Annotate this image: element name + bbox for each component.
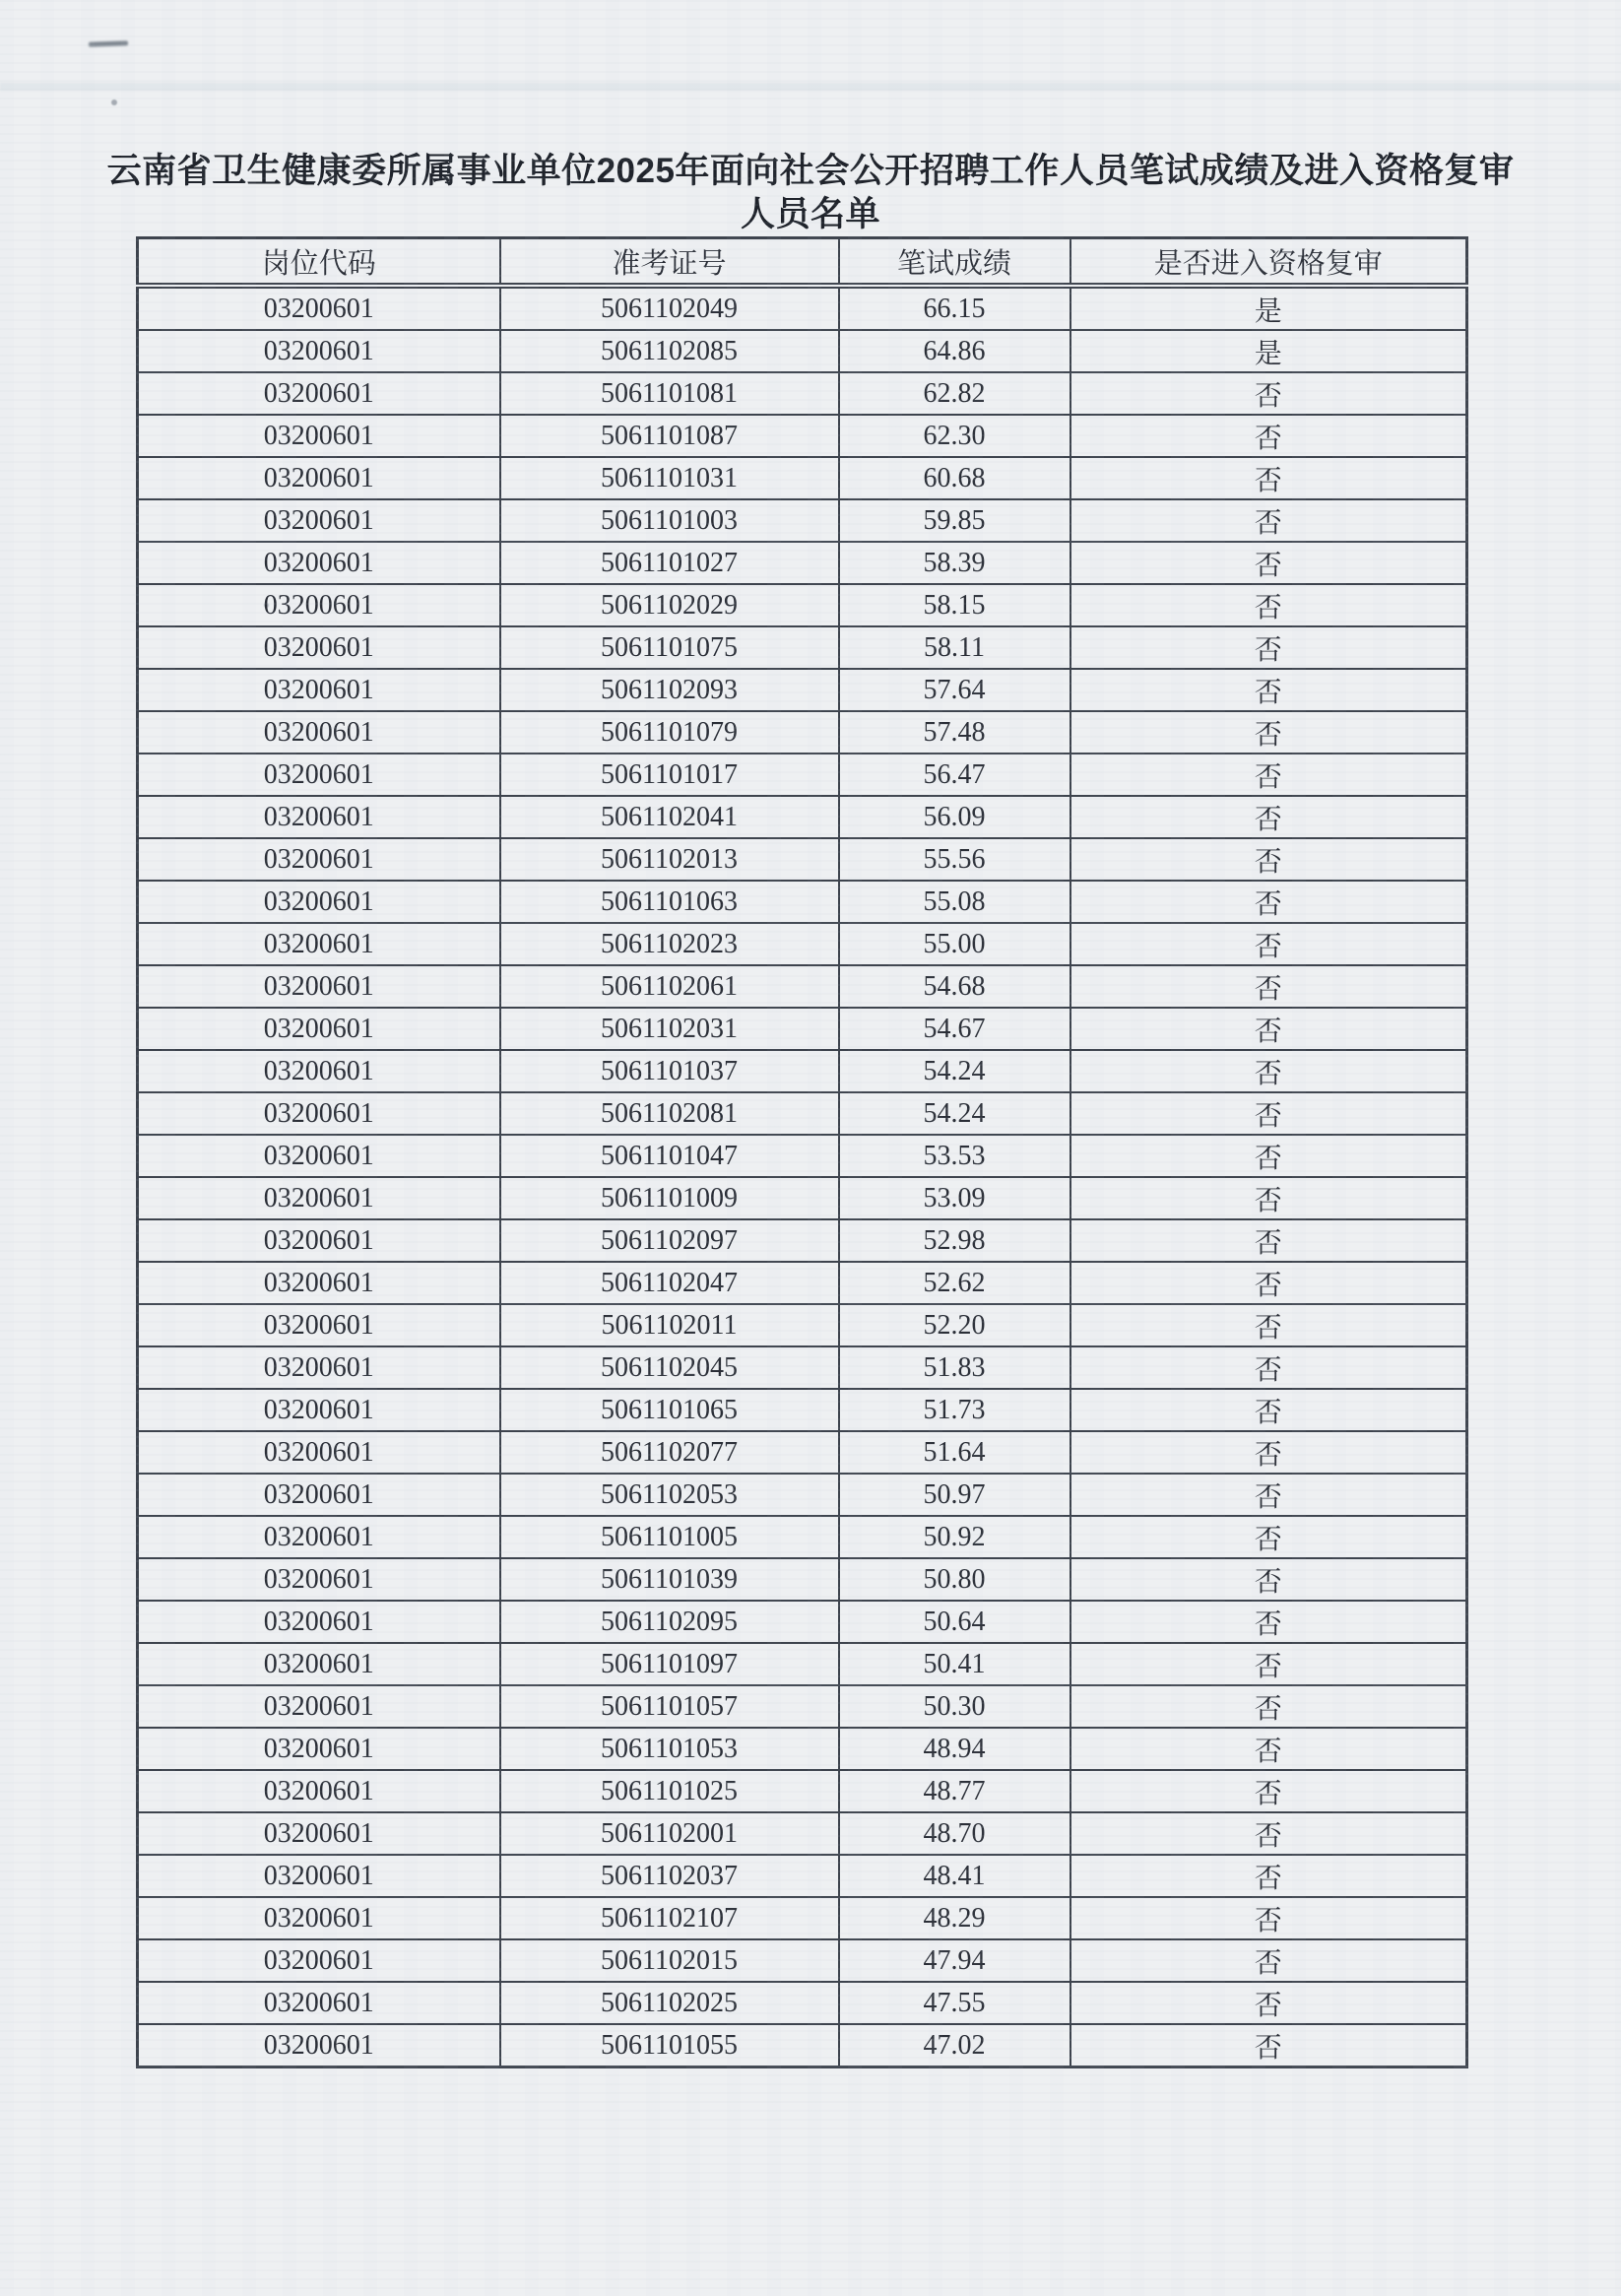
column-header-review-status: 是否进入资格复审 bbox=[1070, 238, 1467, 287]
score-cell: 58.39 bbox=[839, 542, 1070, 584]
score-cell: 47.02 bbox=[839, 2024, 1070, 2067]
table-row bbox=[138, 1770, 1467, 1812]
score-cell: 54.24 bbox=[839, 1092, 1070, 1135]
position-code-cell: 03200601 bbox=[138, 754, 500, 796]
score-cell: 51.73 bbox=[839, 1389, 1070, 1431]
score-cell: 57.48 bbox=[839, 711, 1070, 754]
ticket-number-cell: 5061102047 bbox=[500, 1262, 839, 1304]
review-status-cell: 否 bbox=[1070, 1728, 1467, 1770]
table-row bbox=[138, 1601, 1467, 1643]
position-code-cell: 03200601 bbox=[138, 457, 500, 499]
position-code-cell: 03200601 bbox=[138, 1304, 500, 1346]
position-code-cell: 03200601 bbox=[138, 1262, 500, 1304]
table-row bbox=[138, 626, 1467, 669]
position-code-cell: 03200601 bbox=[138, 542, 500, 584]
table-row bbox=[138, 372, 1467, 415]
position-code-cell: 03200601 bbox=[138, 838, 500, 881]
position-code-cell: 03200601 bbox=[138, 711, 500, 754]
review-status-cell: 否 bbox=[1070, 1262, 1467, 1304]
table-row bbox=[138, 1558, 1467, 1601]
column-header-written-score: 笔试成绩 bbox=[839, 238, 1070, 287]
ticket-number-cell: 5061101047 bbox=[500, 1135, 839, 1177]
table-row bbox=[138, 1346, 1467, 1389]
score-cell: 50.80 bbox=[839, 1558, 1070, 1601]
score-cell: 56.09 bbox=[839, 796, 1070, 838]
review-status-cell: 否 bbox=[1070, 1855, 1467, 1897]
review-status-cell: 否 bbox=[1070, 1516, 1467, 1558]
score-cell: 54.67 bbox=[839, 1008, 1070, 1050]
ticket-number-cell: 5061101017 bbox=[500, 754, 839, 796]
table-row bbox=[138, 1897, 1467, 1939]
review-status-cell: 否 bbox=[1070, 1939, 1467, 1982]
ticket-number-cell: 5061102095 bbox=[500, 1601, 839, 1643]
review-status-cell: 否 bbox=[1070, 1812, 1467, 1855]
ticket-number-cell: 5061101031 bbox=[500, 457, 839, 499]
score-cell: 50.64 bbox=[839, 1601, 1070, 1643]
score-cell: 50.97 bbox=[839, 1474, 1070, 1516]
ticket-number-cell: 5061101087 bbox=[500, 415, 839, 457]
table-row bbox=[138, 669, 1467, 711]
review-status-cell: 否 bbox=[1070, 415, 1467, 457]
position-code-cell: 03200601 bbox=[138, 499, 500, 542]
table-row bbox=[138, 1474, 1467, 1516]
review-status-cell: 否 bbox=[1070, 1092, 1467, 1135]
review-status-cell: 否 bbox=[1070, 1219, 1467, 1262]
score-cell: 50.41 bbox=[839, 1643, 1070, 1685]
score-cell: 55.08 bbox=[839, 881, 1070, 923]
ticket-number-cell: 5061101037 bbox=[500, 1050, 839, 1092]
table-row bbox=[138, 1643, 1467, 1685]
position-code-cell: 03200601 bbox=[138, 1982, 500, 2024]
review-status-cell: 否 bbox=[1070, 1304, 1467, 1346]
ticket-number-cell: 5061102037 bbox=[500, 1855, 839, 1897]
score-cell: 62.30 bbox=[839, 415, 1070, 457]
table-row bbox=[138, 923, 1467, 965]
position-code-cell: 03200601 bbox=[138, 965, 500, 1008]
review-status-cell: 否 bbox=[1070, 838, 1467, 881]
table-row bbox=[138, 457, 1467, 499]
score-cell: 56.47 bbox=[839, 754, 1070, 796]
score-cell: 51.64 bbox=[839, 1431, 1070, 1474]
position-code-cell: 03200601 bbox=[138, 626, 500, 669]
ticket-number-cell: 5061101075 bbox=[500, 626, 839, 669]
review-status-cell: 否 bbox=[1070, 796, 1467, 838]
ticket-number-cell: 5061101053 bbox=[500, 1728, 839, 1770]
score-cell: 48.70 bbox=[839, 1812, 1070, 1855]
header-row bbox=[138, 238, 1467, 287]
ticket-number-cell: 5061101005 bbox=[500, 1516, 839, 1558]
position-code-cell: 03200601 bbox=[138, 1092, 500, 1135]
ticket-number-cell: 5061102013 bbox=[500, 838, 839, 881]
ticket-number-cell: 5061102049 bbox=[500, 286, 839, 330]
position-code-cell: 03200601 bbox=[138, 1643, 500, 1685]
page-title-line2: 人员名单 bbox=[740, 195, 880, 233]
score-cell: 48.94 bbox=[839, 1728, 1070, 1770]
review-status-cell: 否 bbox=[1070, 1135, 1467, 1177]
score-cell: 52.20 bbox=[839, 1304, 1070, 1346]
table-row bbox=[138, 1092, 1467, 1135]
position-code-cell: 03200601 bbox=[138, 1939, 500, 1982]
position-code-cell: 03200601 bbox=[138, 372, 500, 415]
review-status-cell: 否 bbox=[1070, 1770, 1467, 1812]
review-status-cell: 否 bbox=[1070, 923, 1467, 965]
ticket-number-cell: 5061102011 bbox=[500, 1304, 839, 1346]
review-status-cell: 否 bbox=[1070, 965, 1467, 1008]
score-cell: 60.68 bbox=[839, 457, 1070, 499]
scan-artifact-dash bbox=[89, 40, 128, 46]
position-code-cell: 03200601 bbox=[138, 1516, 500, 1558]
ticket-number-cell: 5061102085 bbox=[500, 330, 839, 372]
review-status-cell: 否 bbox=[1070, 1346, 1467, 1389]
position-code-cell: 03200601 bbox=[138, 1897, 500, 1939]
review-status-cell: 否 bbox=[1070, 499, 1467, 542]
position-code-cell: 03200601 bbox=[138, 1685, 500, 1728]
ticket-number-cell: 5061102053 bbox=[500, 1474, 839, 1516]
ticket-number-cell: 5061102097 bbox=[500, 1219, 839, 1262]
ticket-number-cell: 5061102029 bbox=[500, 584, 839, 626]
ticket-number-cell: 5061102093 bbox=[500, 669, 839, 711]
score-cell: 66.15 bbox=[839, 286, 1070, 330]
position-code-cell: 03200601 bbox=[138, 415, 500, 457]
score-cell: 64.86 bbox=[839, 330, 1070, 372]
score-cell: 62.82 bbox=[839, 372, 1070, 415]
score-cell: 50.30 bbox=[839, 1685, 1070, 1728]
position-code-cell: 03200601 bbox=[138, 1812, 500, 1855]
ticket-number-cell: 5061102025 bbox=[500, 1982, 839, 2024]
ticket-number-cell: 5061101055 bbox=[500, 2024, 839, 2067]
position-code-cell: 03200601 bbox=[138, 1135, 500, 1177]
position-code-cell: 03200601 bbox=[138, 2024, 500, 2067]
table-row bbox=[138, 711, 1467, 754]
review-status-cell: 是 bbox=[1070, 286, 1467, 330]
table-row bbox=[138, 1262, 1467, 1304]
review-status-cell: 否 bbox=[1070, 584, 1467, 626]
ticket-number-cell: 5061101027 bbox=[500, 542, 839, 584]
review-status-cell: 否 bbox=[1070, 626, 1467, 669]
ticket-number-cell: 5061101039 bbox=[500, 1558, 839, 1601]
position-code-cell: 03200601 bbox=[138, 330, 500, 372]
ticket-number-cell: 5061101057 bbox=[500, 1685, 839, 1728]
ticket-number-cell: 5061101079 bbox=[500, 711, 839, 754]
ticket-number-cell: 5061101003 bbox=[500, 499, 839, 542]
position-code-cell: 03200601 bbox=[138, 796, 500, 838]
score-cell: 47.55 bbox=[839, 1982, 1070, 2024]
review-status-cell: 否 bbox=[1070, 2024, 1467, 2067]
position-code-cell: 03200601 bbox=[138, 1177, 500, 1219]
position-code-cell: 03200601 bbox=[138, 1346, 500, 1389]
score-cell: 59.85 bbox=[839, 499, 1070, 542]
review-status-cell: 否 bbox=[1070, 542, 1467, 584]
ticket-number-cell: 5061101063 bbox=[500, 881, 839, 923]
column-header-ticket-number: 准考证号 bbox=[500, 238, 839, 287]
position-code-cell: 03200601 bbox=[138, 669, 500, 711]
position-code-cell: 03200601 bbox=[138, 1008, 500, 1050]
review-status-cell: 否 bbox=[1070, 1177, 1467, 1219]
table-row bbox=[138, 1685, 1467, 1728]
review-status-cell: 否 bbox=[1070, 457, 1467, 499]
score-cell: 58.15 bbox=[839, 584, 1070, 626]
score-cell: 55.00 bbox=[839, 923, 1070, 965]
review-status-cell: 是 bbox=[1070, 330, 1467, 372]
table-row bbox=[138, 1304, 1467, 1346]
ticket-number-cell: 5061101025 bbox=[500, 1770, 839, 1812]
score-cell: 48.29 bbox=[839, 1897, 1070, 1939]
table-row bbox=[138, 965, 1467, 1008]
score-cell: 54.68 bbox=[839, 965, 1070, 1008]
score-cell: 52.98 bbox=[839, 1219, 1070, 1262]
review-status-cell: 否 bbox=[1070, 1897, 1467, 1939]
table-row bbox=[138, 499, 1467, 542]
position-code-cell: 03200601 bbox=[138, 1389, 500, 1431]
position-code-cell: 03200601 bbox=[138, 286, 500, 330]
score-cell: 55.56 bbox=[839, 838, 1070, 881]
table-row bbox=[138, 542, 1467, 584]
table-row bbox=[138, 1939, 1467, 1982]
position-code-cell: 03200601 bbox=[138, 1431, 500, 1474]
table-row bbox=[138, 1389, 1467, 1431]
ticket-number-cell: 5061102081 bbox=[500, 1092, 839, 1135]
review-status-cell: 否 bbox=[1070, 669, 1467, 711]
table-row bbox=[138, 881, 1467, 923]
review-status-cell: 否 bbox=[1070, 881, 1467, 923]
ticket-number-cell: 5061101009 bbox=[500, 1177, 839, 1219]
scan-artifact-band bbox=[0, 83, 1621, 91]
score-cell: 52.62 bbox=[839, 1262, 1070, 1304]
score-cell: 54.24 bbox=[839, 1050, 1070, 1092]
table-row bbox=[138, 1812, 1467, 1855]
page-title-line1: 云南省卫生健康委所属事业单位2025年面向社会公开招聘工作人员笔试成绩及进入资格复审 bbox=[106, 152, 1515, 190]
table-row bbox=[138, 1050, 1467, 1092]
position-code-cell: 03200601 bbox=[138, 1601, 500, 1643]
table-row bbox=[138, 1855, 1467, 1897]
review-status-cell: 否 bbox=[1070, 372, 1467, 415]
ticket-number-cell: 5061102015 bbox=[500, 1939, 839, 1982]
score-cell: 48.77 bbox=[839, 1770, 1070, 1812]
table-row bbox=[138, 1008, 1467, 1050]
ticket-number-cell: 5061102107 bbox=[500, 1897, 839, 1939]
review-status-cell: 否 bbox=[1070, 1601, 1467, 1643]
position-code-cell: 03200601 bbox=[138, 1728, 500, 1770]
table-row bbox=[138, 2024, 1467, 2067]
scan-artifact-dot bbox=[111, 99, 117, 105]
review-status-cell: 否 bbox=[1070, 1685, 1467, 1728]
page-title bbox=[0, 150, 1621, 236]
review-status-cell: 否 bbox=[1070, 1008, 1467, 1050]
ticket-number-cell: 5061101081 bbox=[500, 372, 839, 415]
table-row bbox=[138, 838, 1467, 881]
score-cell: 47.94 bbox=[839, 1939, 1070, 1982]
table-row bbox=[138, 330, 1467, 372]
score-cell: 50.92 bbox=[839, 1516, 1070, 1558]
ticket-number-cell: 5061101065 bbox=[500, 1389, 839, 1431]
score-cell: 53.09 bbox=[839, 1177, 1070, 1219]
position-code-cell: 03200601 bbox=[138, 1855, 500, 1897]
review-status-cell: 否 bbox=[1070, 1643, 1467, 1685]
results-table bbox=[136, 236, 1468, 2068]
column-header-position-code: 岗位代码 bbox=[138, 238, 500, 287]
position-code-cell: 03200601 bbox=[138, 1219, 500, 1262]
table-body bbox=[138, 286, 1467, 2067]
review-status-cell: 否 bbox=[1070, 754, 1467, 796]
score-cell: 57.64 bbox=[839, 669, 1070, 711]
table-row bbox=[138, 796, 1467, 838]
position-code-cell: 03200601 bbox=[138, 923, 500, 965]
review-status-cell: 否 bbox=[1070, 711, 1467, 754]
table-row bbox=[138, 1219, 1467, 1262]
ticket-number-cell: 5061101097 bbox=[500, 1643, 839, 1685]
table-row bbox=[138, 1982, 1467, 2024]
review-status-cell: 否 bbox=[1070, 1050, 1467, 1092]
position-code-cell: 03200601 bbox=[138, 584, 500, 626]
position-code-cell: 03200601 bbox=[138, 1050, 500, 1092]
ticket-number-cell: 5061102001 bbox=[500, 1812, 839, 1855]
score-cell: 58.11 bbox=[839, 626, 1070, 669]
ticket-number-cell: 5061102045 bbox=[500, 1346, 839, 1389]
table-row bbox=[138, 286, 1467, 330]
review-status-cell: 否 bbox=[1070, 1982, 1467, 2024]
table-row bbox=[138, 415, 1467, 457]
ticket-number-cell: 5061102031 bbox=[500, 1008, 839, 1050]
table-row bbox=[138, 1431, 1467, 1474]
review-status-cell: 否 bbox=[1070, 1431, 1467, 1474]
table-row bbox=[138, 1516, 1467, 1558]
position-code-cell: 03200601 bbox=[138, 881, 500, 923]
table-row bbox=[138, 1728, 1467, 1770]
score-cell: 51.83 bbox=[839, 1346, 1070, 1389]
score-cell: 48.41 bbox=[839, 1855, 1070, 1897]
ticket-number-cell: 5061102061 bbox=[500, 965, 839, 1008]
ticket-number-cell: 5061102023 bbox=[500, 923, 839, 965]
review-status-cell: 否 bbox=[1070, 1558, 1467, 1601]
review-status-cell: 否 bbox=[1070, 1474, 1467, 1516]
position-code-cell: 03200601 bbox=[138, 1558, 500, 1601]
position-code-cell: 03200601 bbox=[138, 1474, 500, 1516]
review-status-cell: 否 bbox=[1070, 1389, 1467, 1431]
table-row bbox=[138, 1177, 1467, 1219]
ticket-number-cell: 5061102077 bbox=[500, 1431, 839, 1474]
position-code-cell: 03200601 bbox=[138, 1770, 500, 1812]
table-row bbox=[138, 1135, 1467, 1177]
score-cell: 53.53 bbox=[839, 1135, 1070, 1177]
table-row bbox=[138, 754, 1467, 796]
table-row bbox=[138, 584, 1467, 626]
ticket-number-cell: 5061102041 bbox=[500, 796, 839, 838]
